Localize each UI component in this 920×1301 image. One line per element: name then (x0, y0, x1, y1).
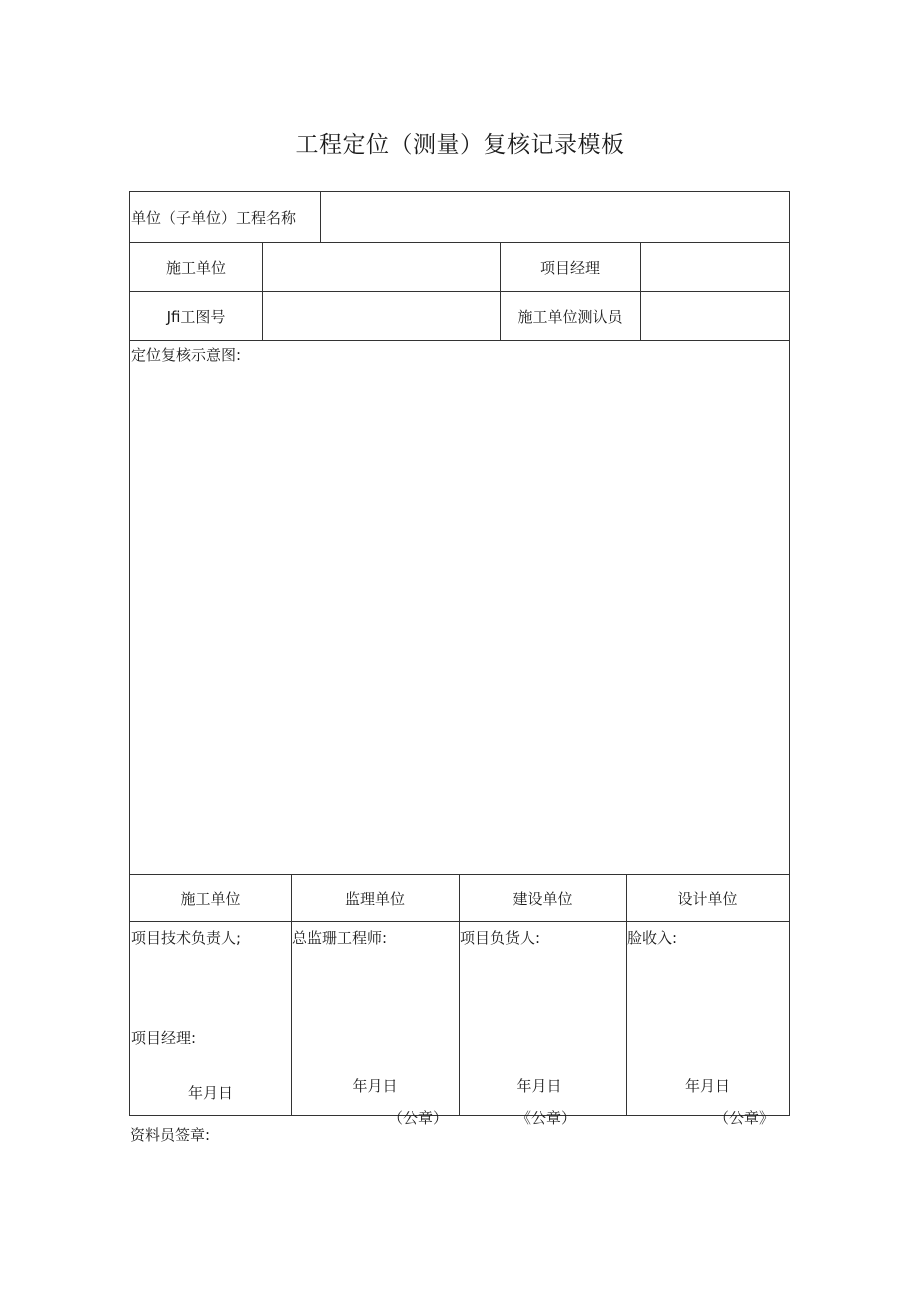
drawing-number-label: Jfi工图号 (166, 308, 226, 326)
row-divider (130, 340, 789, 341)
official-seal-text: （公章） (388, 1109, 449, 1127)
construction-unit-label: 施工单位 (165, 259, 226, 277)
signoff-heading-construction: 施工单位 (180, 890, 241, 908)
signoff-date: 年月日 (187, 1084, 233, 1102)
col-divider (262, 242, 263, 340)
row-divider (130, 291, 789, 292)
seal-strip (130, 1106, 789, 1127)
surveyor-label: 施工单位测认员 (517, 308, 623, 326)
signer-project-manager-label: 项目经理: (131, 1029, 197, 1047)
diagram-label: 定位复核示意图: (131, 346, 242, 364)
signoff-date: 年月日 (352, 1077, 398, 1095)
project-manager-label: 项目经理 (539, 259, 600, 277)
signoff-heading-owner: 建设单位 (512, 890, 573, 908)
page-title: 工程定位（测量）复核记录模板 (295, 132, 625, 158)
signoff-date: 年月日 (516, 1077, 562, 1095)
clerk-signature-label: 资料员签章: (130, 1126, 211, 1144)
record-form (129, 191, 790, 1127)
signer-owner-rep-label: 项目负货人: (460, 929, 541, 947)
signoff-date: 年月日 (684, 1077, 730, 1095)
row-divider (130, 242, 789, 243)
col-divider (640, 242, 641, 340)
signoff-heading-design: 设计单位 (677, 890, 738, 908)
signer-acceptance-label: 脸收入: (627, 929, 678, 947)
signer-tech-lead-label: 项目技术负责人; (131, 929, 242, 947)
official-seal-text: 《公章） (516, 1109, 577, 1127)
col-divider (320, 192, 321, 242)
signoff-heading-supervision: 监理单位 (344, 890, 405, 908)
official-seal-text: （公章》 (714, 1109, 775, 1127)
signer-chief-supervisor-label: 总监珊工程师: (292, 929, 388, 947)
project-name-label: 单位（子单位）工程名称 (131, 209, 297, 227)
